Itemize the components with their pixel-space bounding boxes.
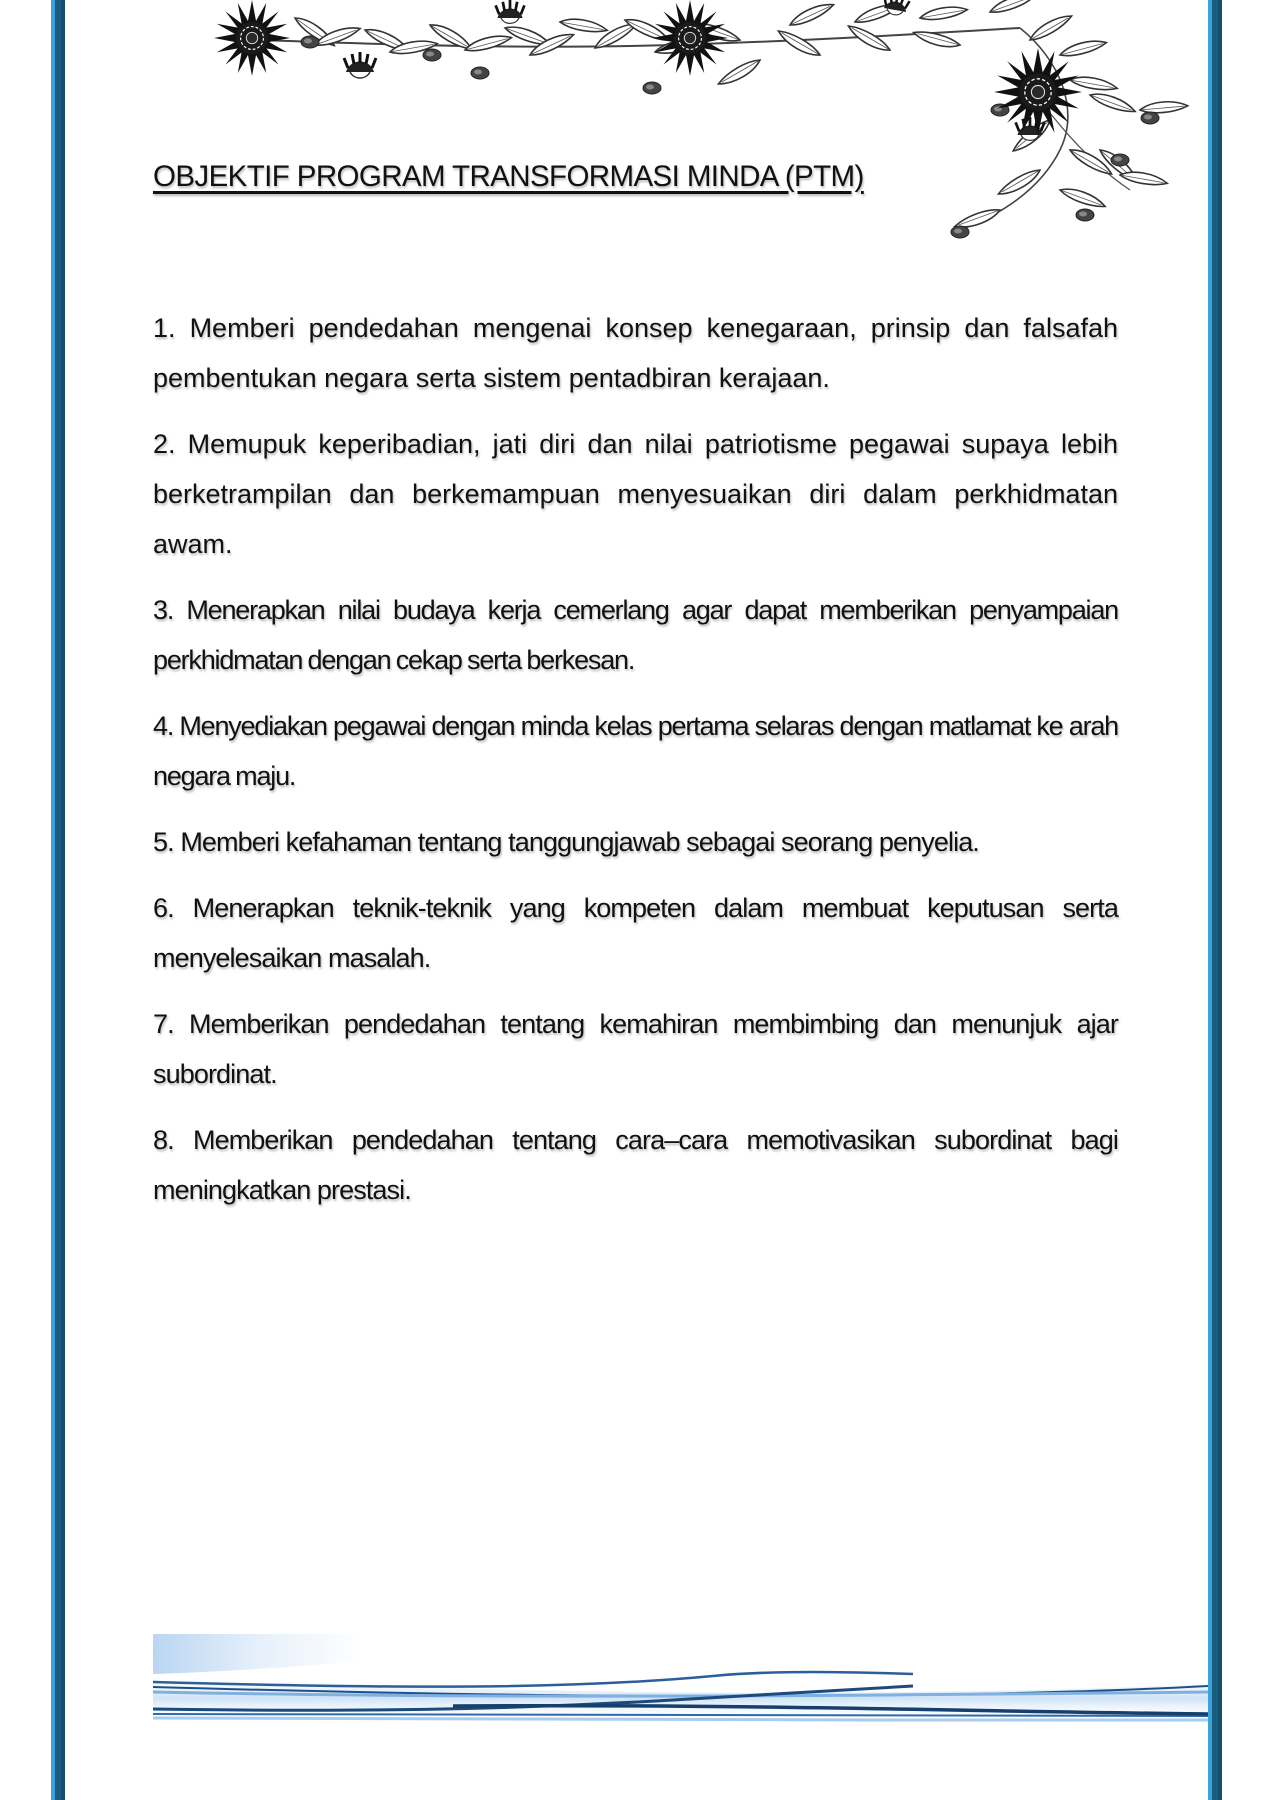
floral-vine-decoration: [200, 0, 1210, 280]
objective-item-5: 5. Memberi kefahaman tentang tanggungjawab sebagai seorang penyelia.: [153, 827, 979, 857]
objective-item-8: 8. Memberikan pendedahan tentang cara–cara memotivasikan subordinat bagi meningkatkan prestasi.: [153, 1125, 1118, 1205]
objective-item-6: 6. Menerapkan teknik-teknik yang kompeten dalam membuat keputusan serta menyelesaikan masalah.: [153, 893, 1118, 973]
objective-item-1: 1. Memberi pendedahan mengenai konsep kenegaraan, prinsip dan falsafah pembentukan negara serta sistem pentadbiran kerajaan.: [153, 313, 1118, 393]
objective-item-2: 2. Memupuk keperibadian, jati diri dan nilai patriotisme pegawai supaya lebih berketrampilan dan berkemampuan menyesuaikan diri dalam perkhidmatan awam.: [153, 429, 1118, 559]
objectives-list: [153, 303, 1118, 1231]
blue-wave-footer: [153, 1634, 1208, 1724]
objective-item-7: 7. Memberikan pendedahan tentang kemahiran membimbing dan menunjuk ajar subordinat.: [153, 1009, 1118, 1089]
objective-item-4: 4. Menyediakan pegawai dengan minda kelas pertama selaras dengan matlamat ke arah negara maju.: [153, 711, 1118, 791]
right-page-border: [1208, 0, 1222, 1800]
document-title: OBJEKTIF PROGRAM TRANSFORMASI MINDA (PTM): [153, 160, 864, 193]
left-page-border: [51, 0, 65, 1800]
objective-item-3: 3. Menerapkan nilai budaya kerja cemerlang agar dapat memberikan penyampaian perkhidmatan dengan cekap serta berkesan.: [153, 595, 1118, 675]
